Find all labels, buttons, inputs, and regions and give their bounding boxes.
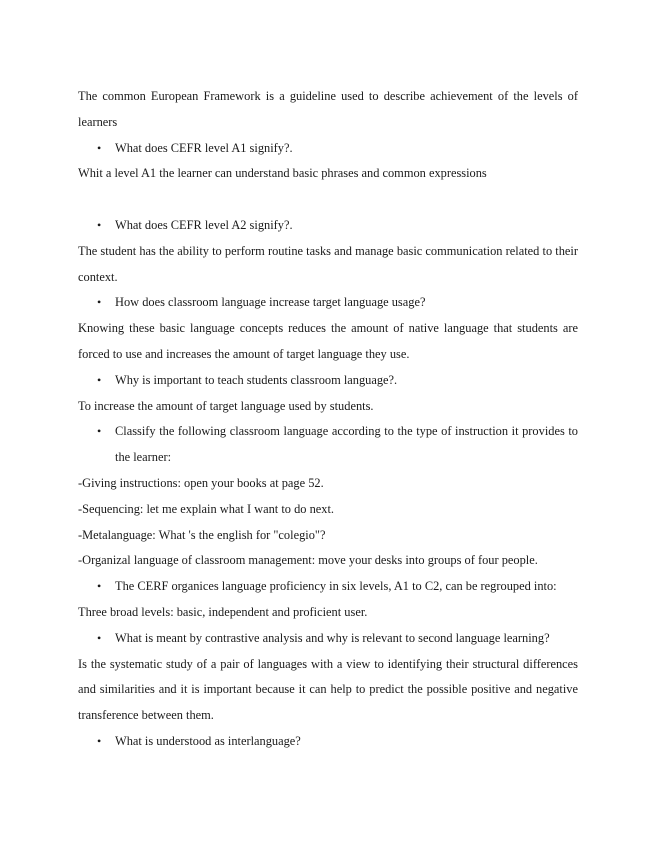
question-contrastive — [78, 626, 578, 652]
question-cerf-levels — [78, 574, 578, 600]
bullet-icon: • — [97, 579, 102, 594]
bullet-icon: • — [97, 295, 102, 310]
question-contrastive-text: What is meant by contrastive analysis and why is relevant to second language learning? — [115, 630, 550, 645]
question-interlanguage — [78, 729, 578, 755]
question-classify — [78, 419, 578, 471]
bullet-icon: • — [97, 630, 102, 645]
question-classroom-language-text: How does classroom language increase target language usage? — [115, 295, 426, 310]
answer-contrastive: Is the systematic study of a pair of languages with a view to identifying their structural differences and similarities and it is important because it can help to predict the possible positive and negative transference between them. — [78, 656, 578, 723]
question-why-teach-text: Why is important to teach students classroom language?. — [115, 372, 398, 387]
question-a2-text: What does CEFR level A2 signify?. — [115, 217, 293, 232]
question-classify-text: Classify the following classroom language according to the type of instruction it provides to the learner: — [115, 424, 578, 465]
answer-a1: Whit a level A1 the learner can understand basic phrases and common expressions — [78, 166, 487, 181]
answer-cerf-levels: Three broad levels: basic, independent and proficient user. — [78, 604, 368, 619]
classify-line: -Sequencing: let me explain what I want to do next. — [78, 501, 335, 516]
question-a1 — [78, 136, 578, 162]
answer-classroom-language: Knowing these basic language concepts reduces the amount of native language that students are forced to use and increases the amount of target language they use. — [78, 321, 578, 361]
question-why-teach — [78, 368, 578, 394]
question-a1-text: What does CEFR level A1 signify?. — [115, 140, 293, 155]
question-cerf-levels-text: The CERF organices language proficiency in six levels, A1 to C2, can be regrouped into: — [115, 579, 557, 594]
question-a2 — [78, 213, 578, 239]
bullet-icon: • — [97, 733, 102, 748]
classify-line: -Metalanguage: What 's the english for "colegio"? — [78, 527, 326, 542]
question-classroom-language — [78, 290, 578, 316]
classify-line: -Giving instructions: open your books at page 52. — [78, 475, 324, 490]
bullet-icon: • — [97, 372, 102, 387]
classify-line: -Organizal language of classroom management: move your desks into groups of four people. — [78, 553, 538, 568]
answer-why-teach: To increase the amount of target language used by students. — [78, 398, 374, 413]
blank-line — [78, 187, 578, 213]
answer-a2: The student has the ability to perform routine tasks and manage basic communication related to their context. — [78, 243, 578, 284]
question-interlanguage-text: What is understood as interlanguage? — [115, 733, 301, 748]
bullet-icon: • — [97, 217, 102, 232]
bullet-icon: • — [97, 140, 102, 155]
intro-paragraph: The common European Framework is a guideline used to describe achievement of the levels of learners — [78, 89, 578, 129]
document-body — [78, 84, 578, 755]
bullet-icon: • — [97, 424, 102, 439]
